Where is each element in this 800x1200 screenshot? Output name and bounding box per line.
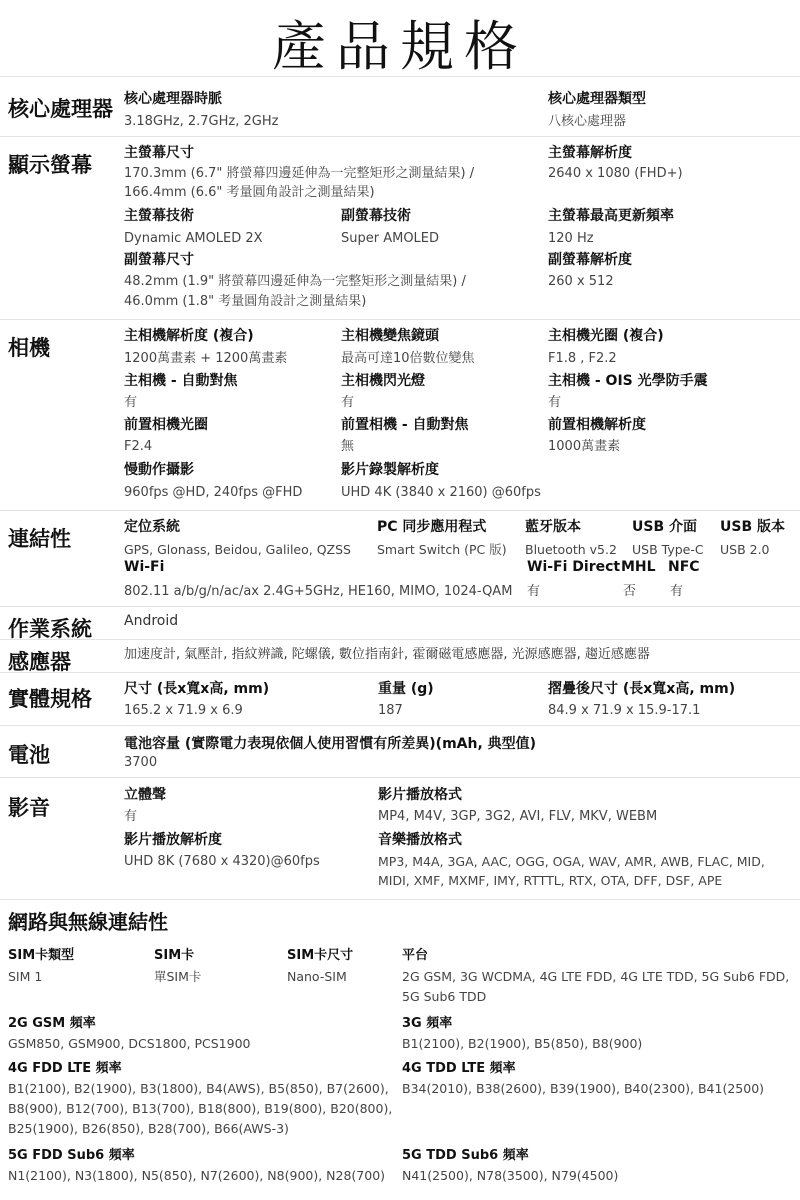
net-3g-value: B1(2100), B2(1900), B5(850), B8(900): [402, 1036, 643, 1051]
category-physical: 實體規格: [8, 687, 92, 711]
section-battery: [0, 725, 800, 778]
phys-folded-value: 84.9 x 71.9 x 15.9-17.1: [548, 703, 701, 718]
camera-front-res-value: 1000萬畫素: [548, 439, 621, 454]
display-refresh-label: 主螢幕最高更新頻率: [548, 208, 674, 224]
conn-bt-label: 藍牙版本: [525, 519, 581, 535]
display-sub-size-label: 副螢幕尺寸: [124, 252, 194, 268]
net-3g-label: 3G 頻率: [402, 1016, 453, 1031]
category-cpu: 核心處理器: [8, 97, 113, 121]
phys-dim-label: 尺寸 (長x寬x高, mm): [124, 681, 270, 697]
conn-bt-value: Bluetooth v5.2: [525, 542, 617, 557]
category-sensors: 感應器: [8, 650, 71, 674]
cpu-speed-value: 3.18GHz, 2.7GHz, 2GHz: [124, 114, 279, 129]
section-display: [0, 136, 800, 320]
phys-weight-value: 187: [378, 703, 403, 718]
phys-weight-label: 重量 (g): [378, 681, 434, 697]
conn-wifi-value: 802.11 a/b/g/n/ac/ax 2.4G+5GHz, HE160, MIMO, 1024-QAM: [124, 584, 513, 599]
cpu-type-label: 核心處理器類型: [548, 91, 646, 107]
section-network-divider: [0, 899, 800, 900]
cpu-speed-label: 核心處理器時脈: [124, 91, 222, 107]
category-os: 作業系統: [8, 617, 92, 641]
display-sub-size-value-1: 48.2mm (1.9" 將螢幕四邊延伸為一完整矩形之測量結果) /: [124, 274, 466, 289]
camera-front-aperture-label: 前置相機光圈: [124, 417, 208, 433]
section-camera: [0, 319, 800, 511]
display-main-res-label: 主螢幕解析度: [548, 145, 632, 161]
net-sub6fdd-value: N1(2100), N3(1800), N5(850), N7(2600), N8(900), N28(700): [8, 1168, 386, 1183]
av-stereo-label: 立體聲: [124, 787, 166, 803]
net-gsm-value: GSM850, GSM900, DCS1800, PCS1900: [8, 1036, 251, 1051]
camera-slowmo-value: 960fps @HD, 240fps @FHD: [124, 485, 303, 500]
category-battery: 電池: [8, 743, 50, 767]
av-audio-fmt-label: 音樂播放格式: [378, 832, 462, 848]
conn-nfc-label: NFC: [668, 559, 700, 575]
net-platform-value: 2G GSM, 3G WCDMA, 4G LTE FDD, 4G LTE TDD, 5G Sub6 FDD, 5G Sub6 TDD: [402, 969, 790, 1004]
section-connectivity: [0, 510, 800, 607]
camera-aperture-value: F1.8 , F2.2: [548, 351, 617, 366]
camera-zoom-label: 主相機變焦鏡頭: [341, 328, 439, 344]
display-main-tech-label: 主螢幕技術: [124, 208, 194, 224]
section-av: [0, 777, 800, 900]
net-sim-value: 單SIM卡: [154, 969, 202, 984]
conn-wifi-label: Wi-Fi: [124, 559, 165, 575]
conn-gps-value: GPS, Glonass, Beidou, Galileo, QZSS: [124, 542, 351, 557]
net-gsm-label: 2G GSM 頻率: [8, 1016, 96, 1031]
phys-folded-label: 摺疊後尺寸 (長x寬x高, mm): [548, 681, 736, 697]
battery-label: 電池容量 (實際電力表現依個人使用習慣有所差異)(mAh, 典型值): [124, 736, 537, 752]
net-sub6tdd-label: 5G TDD Sub6 頻率: [402, 1148, 529, 1163]
av-audio-fmt-value: MP3, M4A, 3GA, AAC, OGG, OGA, WAV, AMR, AWB, FLAC, MID, MIDI, XMF, MXMF, IMY, RTTTL, RTX, OTA, DFF, DSF, APE: [378, 854, 765, 888]
category-camera: 相機: [8, 336, 50, 360]
os-value: Android: [124, 613, 179, 629]
av-video-fmt-label: 影片播放格式: [378, 787, 462, 803]
camera-main-res-label: 主相機解析度 (複合): [124, 328, 254, 344]
category-connectivity: 連結性: [8, 527, 71, 551]
section-os: [0, 606, 800, 640]
camera-zoom-value: 最高可達10倍數位變焦: [341, 351, 475, 366]
conn-nfc-value: 有: [670, 584, 684, 599]
conn-pc-value: Smart Switch (PC 版): [377, 542, 507, 557]
battery-value: 3700: [124, 755, 158, 770]
conn-gps-label: 定位系統: [124, 519, 180, 535]
net-sim-size-value: Nano-SIM: [287, 969, 347, 984]
net-platform-label: 平台: [402, 948, 429, 963]
display-main-res-value: 2640 x 1080 (FHD+): [548, 166, 683, 181]
conn-pc-label: PC 同步應用程式: [377, 519, 487, 535]
display-sub-res-label: 副螢幕解析度: [548, 252, 632, 268]
camera-video-res-label: 影片錄製解析度: [341, 462, 439, 478]
conn-usb-ver-label: USB 版本: [720, 519, 785, 535]
camera-flash-label: 主相機閃光燈: [341, 373, 425, 389]
net-sub6fdd-label: 5G FDD Sub6 頻率: [8, 1148, 135, 1163]
conn-usb-if-label: USB 介面: [632, 519, 697, 535]
net-sub6tdd-value: N41(2500), N78(3500), N79(4500): [402, 1168, 619, 1183]
av-video-res-label: 影片播放解析度: [124, 832, 222, 848]
av-stereo-value: 有: [124, 809, 138, 824]
camera-front-res-label: 前置相機解析度: [548, 417, 646, 433]
display-refresh-value: 120 Hz: [548, 231, 594, 246]
av-video-res-value: UHD 8K (7680 x 4320)@60fps: [124, 854, 320, 869]
camera-af-value: 有: [124, 395, 138, 410]
display-sub-tech-value: Super AMOLED: [341, 231, 440, 246]
net-fdd-label: 4G FDD LTE 頻率: [8, 1061, 122, 1076]
conn-wifi-direct-label: Wi-Fi Direct: [527, 559, 621, 575]
category-display: 顯示螢幕: [8, 153, 92, 177]
net-sim-type-label: SIM卡類型: [8, 948, 75, 963]
camera-slowmo-label: 慢動作攝影: [124, 462, 194, 478]
conn-usb-ver-value: USB 2.0: [720, 542, 770, 557]
section-sensors: [0, 639, 800, 673]
display-main-size-value-2: 166.4mm (6.6" 考量圓角設計之測量結果): [124, 185, 375, 200]
network-title: 網路與無線連結性: [8, 910, 168, 934]
page-title: 產品規格: [272, 15, 528, 78]
av-video-fmt-value: MP4, M4V, 3GP, 3G2, AVI, FLV, MKV, WEBM: [378, 809, 658, 824]
camera-flash-value: 有: [341, 395, 355, 410]
phys-dim-value: 165.2 x 71.9 x 6.9: [124, 703, 243, 718]
conn-usb-if-value: USB Type-C: [632, 542, 704, 557]
sensors-value: 加速度計, 氣壓計, 指紋辨識, 陀螺儀, 數位指南針, 霍爾磁電感應器, 光源感應器, 趨近感應器: [124, 647, 650, 662]
display-sub-size-value-2: 46.0mm (1.8" 考量圓角設計之測量結果): [124, 294, 367, 309]
section-cpu: [0, 76, 800, 137]
camera-ois-value: 有: [548, 395, 562, 410]
net-sim-size-label: SIM卡尺寸: [287, 948, 354, 963]
conn-wifi-direct-value: 有: [527, 584, 541, 599]
camera-front-af-label: 前置相機 - 自動對焦: [341, 417, 469, 433]
section-physical: [0, 672, 800, 726]
camera-aperture-label: 主相機光圈 (複合): [548, 328, 664, 344]
display-main-tech-value: Dynamic AMOLED 2X: [124, 231, 263, 246]
camera-front-af-value: 無: [341, 439, 355, 454]
display-sub-res-value: 260 x 512: [548, 274, 614, 289]
net-tdd-value: B34(2010), B38(2600), B39(1900), B40(2300), B41(2500): [402, 1081, 765, 1096]
conn-mhl-value: 否: [623, 584, 637, 599]
camera-af-label: 主相機 - 自動對焦: [124, 373, 238, 389]
camera-front-aperture-value: F2.4: [124, 439, 153, 454]
cpu-type-value: 八核心處理器: [548, 114, 627, 129]
display-main-size-value-1: 170.3mm (6.7" 將螢幕四邊延伸為一完整矩形之測量結果) /: [124, 166, 475, 181]
display-main-size-label: 主螢幕尺寸: [124, 145, 194, 161]
category-av: 影音: [8, 796, 50, 820]
camera-main-res-value: 1200萬畫素 + 1200萬畫素: [124, 351, 288, 366]
net-sim-label: SIM卡: [154, 948, 195, 963]
conn-mhl-label: MHL: [621, 559, 656, 575]
camera-ois-label: 主相機 - OIS 光學防手震: [548, 373, 708, 389]
net-tdd-label: 4G TDD LTE 頻率: [402, 1061, 516, 1076]
net-sim-type-value: SIM 1: [8, 969, 43, 984]
display-sub-tech-label: 副螢幕技術: [341, 208, 411, 224]
camera-video-res-value: UHD 4K (3840 x 2160) @60fps: [341, 485, 541, 500]
net-fdd-value: B1(2100), B2(1900), B3(1800), B4(AWS), B5(850), B7(2600), B8(900), B12(700), B13(700), B18(800), B19(800), B20(800), B25(1900), B26(850), B28(700), B66(AWS-3): [8, 1081, 393, 1136]
